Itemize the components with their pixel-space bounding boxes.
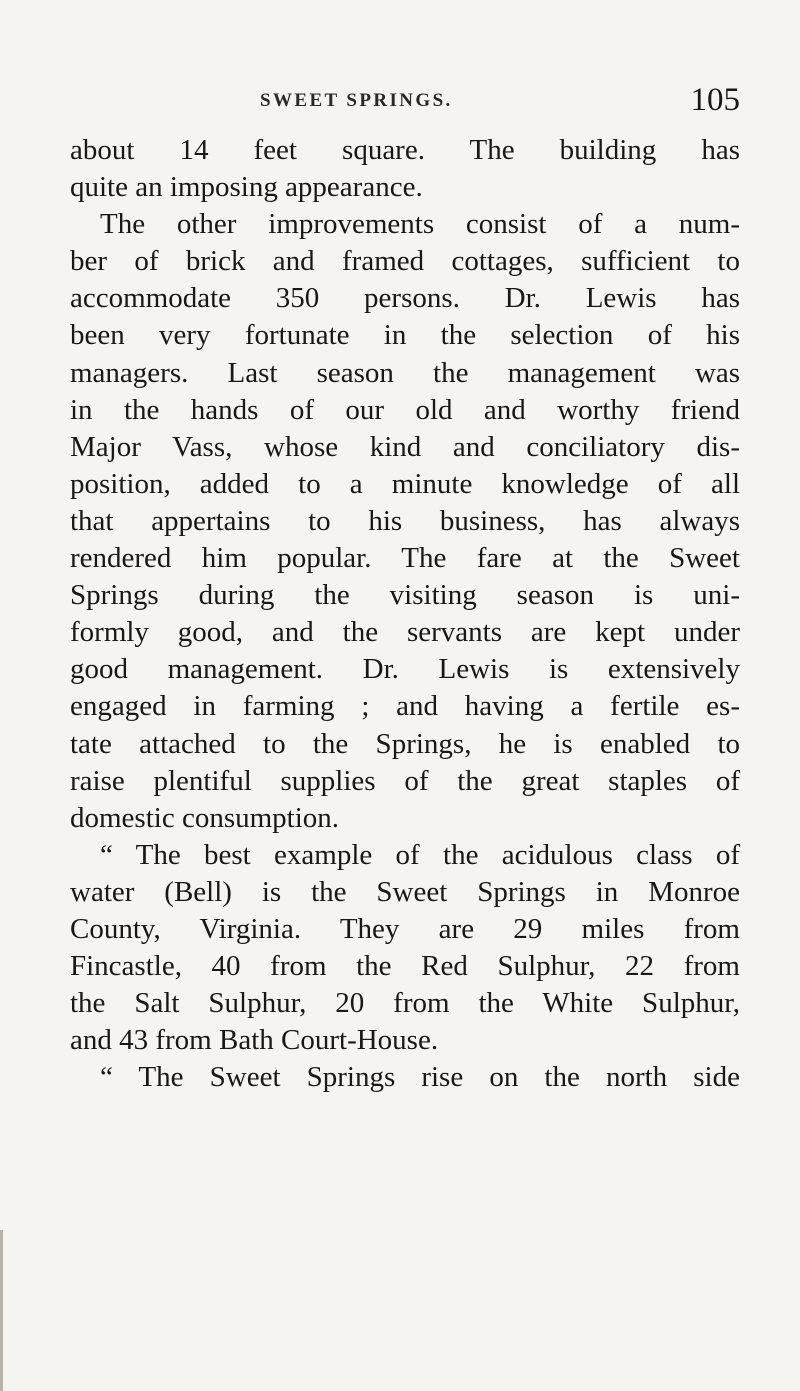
text-line: The other improvements consist of a num- [100,208,740,241]
text-line: “ The Sweet Springs rise on the north side [100,1061,740,1094]
body-text [70,132,740,1096]
text-line: and 43 from Bath Court-House. [70,1024,439,1057]
page-number: 105 [690,82,740,118]
text-line: quite an imposing appearance. [70,171,423,204]
text-line: formly good, and the servants are kept under [70,616,740,649]
text-line: accommodate 350 persons. Dr. Lewis has [70,282,740,315]
text-line: “ The best example of the acidulous class of [100,838,740,871]
text-line: position, added to a minute knowledge of all [70,467,740,500]
text-line: rendered him popular. The fare at the Sweet [70,542,740,575]
text-line: water (Bell) is the Sweet Springs in Monroe [70,875,740,908]
text-line: been very fortunate in the selection of his [70,319,740,352]
text-line: County, Virginia. They are 29 miles from [70,912,740,945]
text-line: Springs during the visiting season is uni- [70,579,740,612]
text-line: the Salt Sulphur, 20 from the White Sulphur, [70,987,740,1020]
text-line: managers. Last season the management was [70,356,740,389]
running-head [70,82,740,120]
text-line: in the hands of our old and worthy friend [70,393,740,426]
text-line: engaged in farming ; and having a fertile es- [70,690,740,723]
text-line: tate attached to the Springs, he is enabled to [70,727,740,760]
text-line: raise plentiful supplies of the great staples of [70,764,740,797]
scan-edge-shadow [0,1230,3,1391]
text-line: Fincastle, 40 from the Red Sulphur, 22 from [70,950,740,983]
text-line: domestic consumption. [70,801,340,834]
text-line: about 14 feet square. The building has [70,134,740,166]
text-line: that appertains to his business, has always [70,504,740,537]
text-line: Major Vass, whose kind and conciliatory dis- [70,430,740,463]
text-line: ber of brick and framed cottages, sufficient to [70,245,740,278]
running-title: SWEET SPRINGS. [260,90,453,111]
text-line: good management. Dr. Lewis is extensively [70,653,740,686]
